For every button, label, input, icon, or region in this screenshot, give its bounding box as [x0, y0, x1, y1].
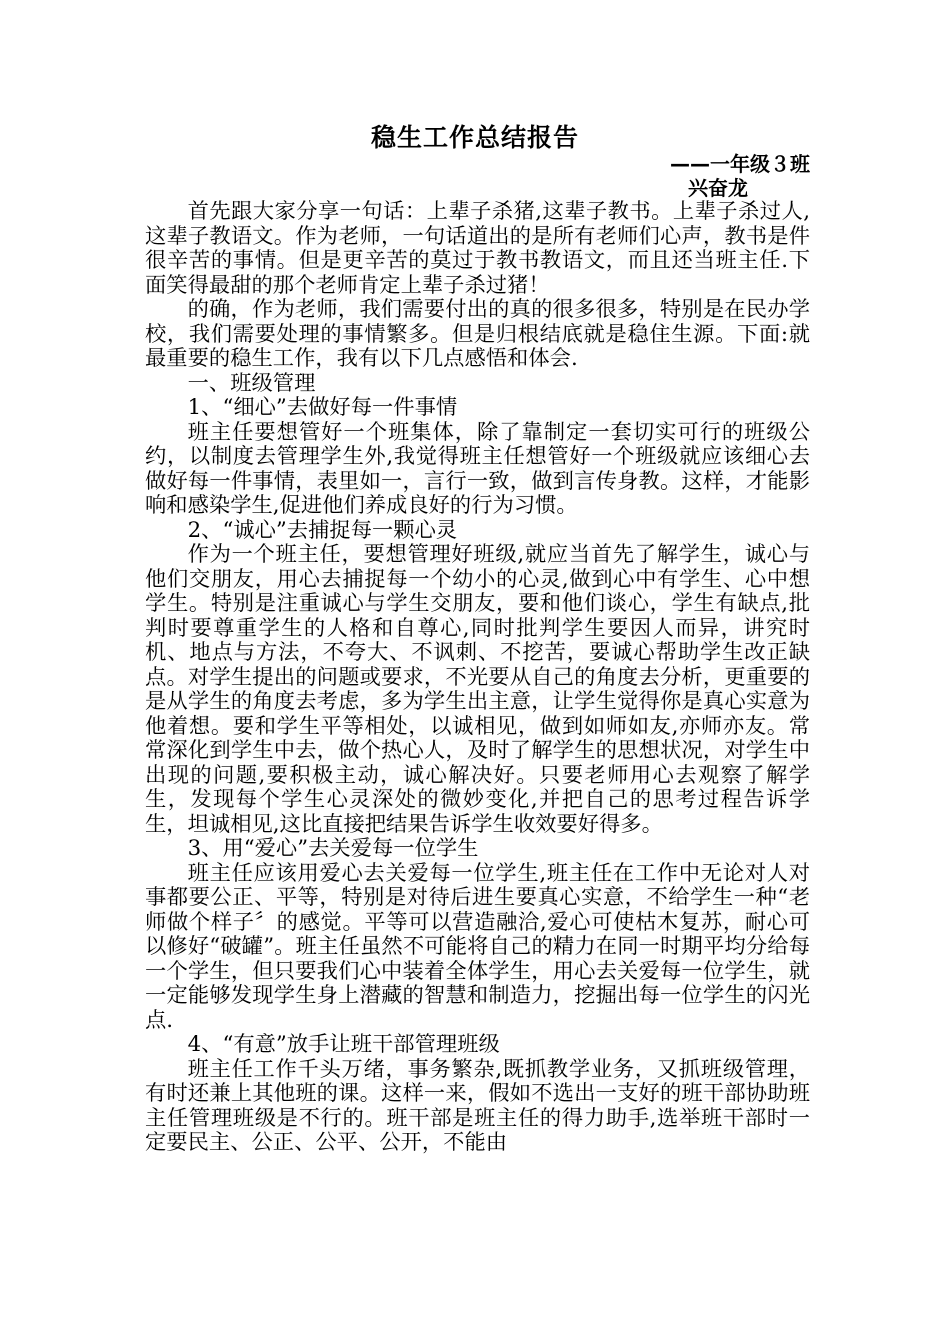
subheading-careful: 1、“细心”去做好每一件事情 [187, 395, 458, 420]
byline-author: 兴奋龙 [688, 176, 748, 200]
paragraph-love: 班主任应该用爱心去关爱每一位学生,班主任在工作中无论对人对事都要公正、平等，特别是对待后进生要真心实意，不给学生一种“老师做个样子〞的感觉。平等可以营造融洽,爱心可使枯木复苏，耐心可以修好“破罐”。班主任虽然不可能将自己的精力在同一时期平均分给每一个学生，但只要我们心中装着全体学生，用心去关爱每一位学生，就一定能够发现学生身上潜藏的智慧和制造力，挖掘出每一位学生的闪光点. [145, 860, 810, 1033]
subheading-class-cadres: 4、“有意”放手让班干部管理班级 [187, 1032, 500, 1057]
document-title: 稳生工作总结报告 [370, 123, 579, 152]
subheading-sincere: 2、“诚心”去捕捉每一颗心灵 [187, 517, 458, 543]
paragraph-class-cadres: 班主任工作千头万绪，事务繁杂,既抓教学业务，又抓班级管理，有时还兼上其他班的课。这样一来，假如不选出一支好的班干部协助班主任管理班级是不行的。班干部是班主任的得力助手,选举班干部时一定要民主、公正、公平、公开，不能由 [145, 1056, 810, 1155]
paragraph-careful: 班主任要想管好一个班集体，除了靠制定一套切实可行的班级公约，以制度去管理学生外,我觉得班主任想管好一个班级就应该细心去做好每一件事情，表里如一，言行一致，做到言传身教。这样，才能影响和感染学生,促进他们养成良好的行为习惯。 [145, 419, 810, 518]
byline-class: ——一年级３班 [670, 152, 810, 176]
paragraph-intro: 首先跟大家分享一句话：上辈子杀猪,这辈子教书。上辈子杀过人,这辈子教语文。作为老师，一句话道出的是所有老师们心声，教书是件很辛苦的事情。但是更辛苦的莫过于教书教语文，而且还当班主任.下面笑得最甜的那个老师肯定上辈子杀过猪！ [145, 199, 810, 298]
section-heading-class-management: 一、班级管理 [187, 370, 316, 396]
document-body [145, 200, 810, 1156]
subheading-love: 3、用“爱心”去关爱每一位学生 [187, 836, 479, 861]
paragraph-sincere: 作为一个班主任，要想管理好班级,就应当首先了解学生，诚心与他们交朋友，用心去捕捉每一个幼小的心灵,做到心中有学生、心中想学生。特别是注重诚心与学生交朋友，要和他们谈心，学生有缺点,批判时要尊重学生的人格和自尊心,同时批判学生要因人而异，讲究时机、地点与方法，不夸大、不讽刺、不挖苦，要诚心帮助学生改正缺点。对学生提出的问题或要求，不光要从自己的角度去分析，更重要的是从学生的角度去考虑，多为学生出主意，让学生觉得你是真心实意为他着想。要和学生平等相处，以诚相见，做到如师如友,亦师亦友。常常深化到学生中去，做个热心人，及时了解学生的思想状况，对学生中出现的问题,要积极主动，诚心解决好。只要老师用心去观察了解学生，发现每个学生心灵深处的微妙变化,并把自己的思考过程告诉学生，坦诚相见,这比直接把结果告诉学生收效要好得多。 [145, 542, 810, 837]
paragraph-context: 的确，作为老师，我们需要付出的真的很多很多，特别是在民办学校，我们需要处理的事情繁多。但是归根结底就是稳住生源。下面:就最重要的稳生工作，我有以下几点感悟和体会. [145, 297, 810, 371]
